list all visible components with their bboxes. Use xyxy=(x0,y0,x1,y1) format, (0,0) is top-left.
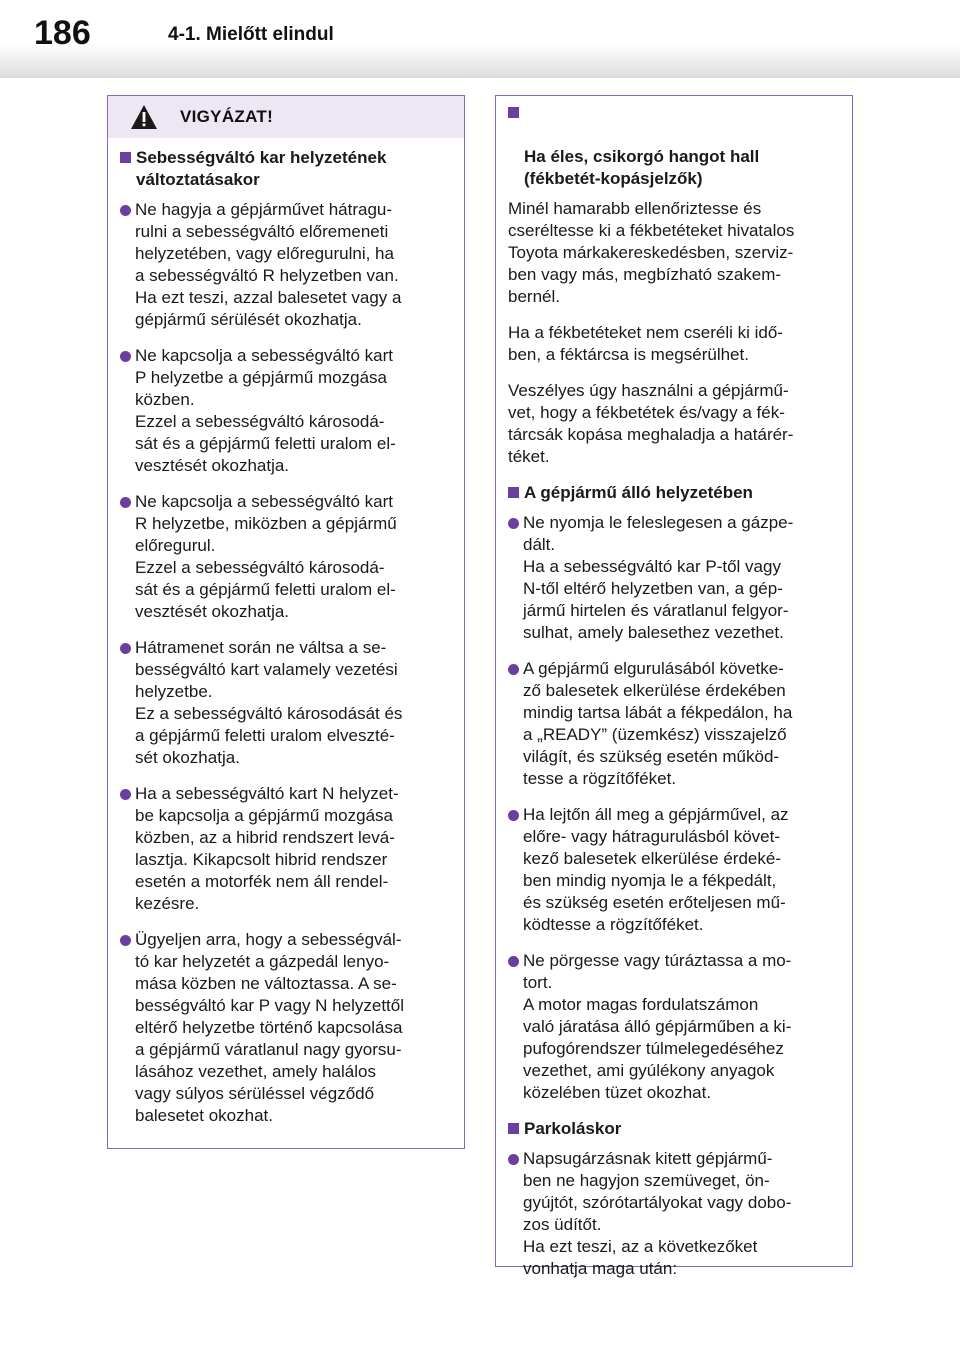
bullet-dot-icon xyxy=(120,789,131,800)
square-marker-icon xyxy=(508,107,519,118)
page-header xyxy=(0,0,960,78)
brake-paragraph: Minél hamarabb ellenőriztesse és cseréltesse ki a fékbetéteket hivatalos Toyota márkakereskedésben, szerviz- ben vagy más, megbízható szakem- bernél. xyxy=(508,199,795,306)
warning-title: VIGYÁZAT! xyxy=(180,107,274,126)
standing-bullet xyxy=(508,512,840,644)
bullet-dot-icon xyxy=(120,205,131,216)
warning-triangle-icon xyxy=(130,104,158,130)
warning-body xyxy=(108,138,464,1127)
bullet-dot-icon xyxy=(508,810,519,821)
bullet-dot-icon xyxy=(120,351,131,362)
bullet-dot-icon xyxy=(508,518,519,529)
page-number: 186 xyxy=(34,14,91,52)
warning-bullet-text: Ne kapcsolja a sebességváltó kart R helyzetbe, miközben a gépjármű előregurul. Ezzel a sebességváltó károsodá- sát és a gépjármű feletti uralom el- vesztését okozhatja. xyxy=(135,492,397,621)
parking-bullet-text: Napsugárzásnak kitett gépjármű- ben ne hagyjon szemüveget, ön- gyújtót, szórótartályokat vagy dobo- zos üdítőt. Ha ezt teszi, az a következőket vonhatja maga után: xyxy=(523,1149,792,1278)
bullet-dot-icon xyxy=(120,497,131,508)
warning-panel xyxy=(107,95,465,1149)
standing-bullet-text: Ha lejtőn áll meg a gépjárművel, az előre- vagy hátragurulásból követ- kező balesetek elkerülése érdeké- ben mindig nyomja le a fékpedált, és szükség esetén erőteljesen mű- ködtesse a rögzítőféket. xyxy=(523,805,789,934)
warning-bullet xyxy=(120,491,452,623)
brake-heading xyxy=(508,102,840,190)
warning-bullet xyxy=(120,783,452,915)
warning-heading xyxy=(120,147,452,191)
warning-bullet-text: Hátramenet során ne váltsa a se- bességváltó kart valamely vezetési helyzetbe. Ez a sebességváltó károsodását és a gépjármű feletti uralom elveszté- sét okozhatja. xyxy=(135,638,403,767)
standing-bullet-text: A gépjármű elgurulásából követke- ző balesetek elkerülése érdekében mindig tartsa lábát a fékpedálon, ha a „READY” (üzemkész) visszajelző világít, és szükség esetén működ- tesse a rögzítőféket. xyxy=(523,659,793,788)
warning-bullet-text: Ne hagyja a gépjárművet hátragu- rulni a sebességváltó előremeneti helyzetében, vagy előregurulni, ha a sebességváltó R helyzetben van. Ha ezt teszi, azzal balesetet vagy a gépjármű sérülését okozhatja. xyxy=(135,200,402,329)
warning-bullet xyxy=(120,637,452,769)
warning-bullet xyxy=(120,929,452,1127)
brake-paragraph: Veszélyes úgy használni a gépjármű- vet, hogy a fékbetétek és/vagy a fék- tárcsák kopása meghaladja a határér- téket. xyxy=(508,381,794,466)
warning-heading-text: Sebességváltó kar helyzetének változtatásakor xyxy=(136,148,387,189)
bullet-dot-icon xyxy=(508,1154,519,1165)
standing-bullet xyxy=(508,804,840,936)
warning-bullet-text: Ügyeljen arra, hogy a sebességvál- tó kar helyzetét a gázpedál lenyo- mása közben ne változtassa. A se- bességváltó kar P vagy N helyzettől eltérő helyzetbe történő kapcsolása a gépjármű váratlanul nagy gyorsu- lásához vezethet, amely halálos vagy súlyos sérüléssel végződő balesetet okozhat. xyxy=(135,930,404,1125)
standing-bullet xyxy=(508,950,840,1104)
warning-bullet xyxy=(120,199,452,331)
parking-bullet xyxy=(508,1148,840,1280)
info-panel xyxy=(495,95,853,1278)
bullet-dot-icon xyxy=(508,956,519,967)
brake-heading-text: Ha éles, csikorgó hangot hall (fékbetét-kopásjelzők) xyxy=(524,147,760,188)
standing-bullet-text: Ne pörgesse vagy túráztassa a mo- tort. A motor magas fordulatszámon való járatása álló gépjárműben a ki- pufogórendszer túlmelegedéséhez vezethet, ami gyúlékony anyagok közelében tüzet okozhat. xyxy=(523,951,792,1102)
warning-bullet-text: Ha a sebességváltó kart N helyzet- be kapcsolja a gépjármű mozgása közben, az a hibrid rendszert levá- lasztja. Kikapcsolt hibrid rendszer esetén a motorfék nem áll rendel- kezésre. xyxy=(135,784,399,913)
square-marker-icon xyxy=(508,487,519,498)
section-title: 4-1. Mielőtt elindul xyxy=(168,24,334,45)
standing-bullet-text: Ne nyomja le feleslegesen a gázpe- dált. Ha a sebességváltó kar P-től vagy N-től eltérő helyzetben van, a gép- jármű hirtelen és váratlanul felgyor- sulhat, amely balesethez vezethet. xyxy=(523,513,794,642)
standing-heading-text: A gépjármű álló helyzetében xyxy=(524,483,753,502)
square-marker-icon xyxy=(120,152,131,163)
warning-bullet-text: Ne kapcsolja a sebességváltó kart P helyzetbe a gépjármű mozgása közben. Ezzel a sebességváltó károsodá- sát és a gépjármű feletti uralom el- vesztését okozhatja. xyxy=(135,346,396,475)
standing-bullet xyxy=(508,658,840,790)
bullet-dot-icon xyxy=(508,664,519,675)
square-marker-icon xyxy=(508,1123,519,1134)
warning-bullet xyxy=(120,345,452,477)
bullet-dot-icon xyxy=(120,643,131,654)
parking-heading xyxy=(508,1118,840,1140)
warning-header xyxy=(108,96,464,138)
parking-heading-text: Parkoláskor xyxy=(524,1119,622,1138)
bullet-dot-icon xyxy=(120,935,131,946)
standing-heading xyxy=(508,482,840,504)
brake-paragraph: Ha a fékbetéteket nem cseréli ki idő- ben, a féktárcsa is megsérülhet. xyxy=(508,323,783,364)
